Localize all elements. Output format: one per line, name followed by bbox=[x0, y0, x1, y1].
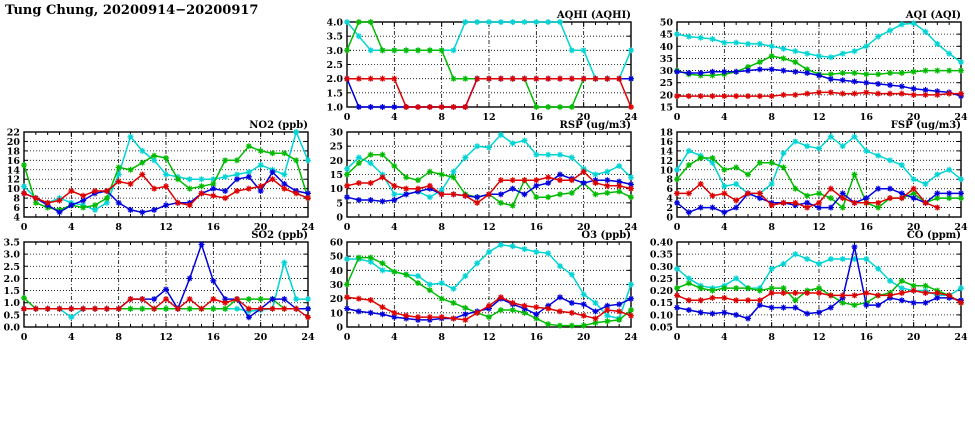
chart-fsp bbox=[660, 120, 968, 233]
svg-text:8: 8 bbox=[768, 332, 775, 343]
svg-text:14: 14 bbox=[6, 165, 20, 177]
svg-text:24: 24 bbox=[301, 222, 315, 233]
svg-text:8: 8 bbox=[438, 222, 445, 233]
svg-text:10: 10 bbox=[329, 308, 343, 320]
svg-text:12: 12 bbox=[482, 332, 496, 343]
svg-text:20: 20 bbox=[907, 222, 921, 233]
svg-text:4: 4 bbox=[13, 212, 20, 224]
svg-text:14: 14 bbox=[659, 146, 673, 158]
chart-title: CO (ppm) bbox=[906, 230, 961, 241]
svg-text:2.0: 2.0 bbox=[3, 273, 20, 285]
svg-text:2.0: 2.0 bbox=[326, 74, 343, 86]
svg-text:8: 8 bbox=[438, 332, 445, 343]
svg-text:0.0: 0.0 bbox=[3, 322, 20, 334]
svg-text:40: 40 bbox=[659, 41, 673, 53]
svg-text:30: 30 bbox=[329, 127, 343, 139]
svg-text:0.05: 0.05 bbox=[649, 322, 673, 334]
svg-text:8: 8 bbox=[13, 193, 20, 205]
svg-text:4: 4 bbox=[391, 222, 398, 233]
svg-text:20: 20 bbox=[254, 332, 268, 343]
svg-text:12: 12 bbox=[659, 155, 673, 167]
svg-text:4: 4 bbox=[721, 222, 728, 233]
svg-text:24: 24 bbox=[624, 332, 638, 343]
chart-no2 bbox=[7, 120, 315, 233]
svg-text:24: 24 bbox=[624, 222, 638, 233]
chart-co bbox=[650, 230, 968, 343]
svg-text:25: 25 bbox=[329, 141, 343, 153]
svg-text:2: 2 bbox=[666, 203, 673, 215]
chart-rsp bbox=[330, 120, 638, 233]
chart-title: FSP (ug/m3) bbox=[890, 120, 961, 131]
svg-text:16: 16 bbox=[529, 332, 543, 343]
svg-text:0: 0 bbox=[666, 212, 673, 224]
svg-text:0.15: 0.15 bbox=[649, 298, 673, 310]
svg-text:16: 16 bbox=[529, 112, 543, 123]
svg-text:30: 30 bbox=[659, 66, 673, 78]
svg-text:2.5: 2.5 bbox=[3, 261, 20, 273]
svg-text:60: 60 bbox=[329, 237, 343, 249]
svg-text:24: 24 bbox=[954, 332, 968, 343]
svg-text:16: 16 bbox=[206, 332, 220, 343]
chart-aqi bbox=[660, 10, 968, 123]
svg-text:12: 12 bbox=[159, 332, 173, 343]
svg-text:12: 12 bbox=[159, 222, 173, 233]
chart-o3 bbox=[330, 230, 638, 343]
svg-text:20: 20 bbox=[329, 294, 343, 306]
svg-text:0: 0 bbox=[336, 322, 343, 334]
svg-text:20: 20 bbox=[907, 332, 921, 343]
chart-title: O3 (ppb) bbox=[581, 230, 631, 241]
svg-text:3.0: 3.0 bbox=[3, 249, 20, 261]
svg-text:1.5: 1.5 bbox=[326, 88, 343, 100]
svg-text:4: 4 bbox=[68, 222, 75, 233]
svg-text:8: 8 bbox=[768, 112, 775, 123]
svg-text:4: 4 bbox=[721, 332, 728, 343]
chart-title: AQI (AQI) bbox=[905, 10, 961, 21]
page-title: Tung Chung, 20200914−20200917 bbox=[5, 3, 259, 18]
svg-text:10: 10 bbox=[659, 165, 673, 177]
svg-text:5: 5 bbox=[336, 198, 343, 210]
svg-text:15: 15 bbox=[659, 102, 673, 114]
svg-text:30: 30 bbox=[329, 280, 343, 291]
svg-text:12: 12 bbox=[6, 174, 20, 186]
svg-text:50: 50 bbox=[329, 251, 343, 263]
svg-text:4: 4 bbox=[721, 112, 728, 123]
svg-text:16: 16 bbox=[859, 112, 873, 123]
gridlines bbox=[347, 22, 631, 107]
svg-text:22: 22 bbox=[6, 127, 20, 139]
svg-text:0: 0 bbox=[336, 212, 343, 224]
svg-text:0.40: 0.40 bbox=[649, 237, 673, 249]
svg-text:0: 0 bbox=[20, 332, 28, 343]
svg-text:8: 8 bbox=[666, 174, 673, 186]
svg-text:20: 20 bbox=[577, 222, 591, 233]
svg-text:24: 24 bbox=[954, 222, 968, 233]
chart-title: SO2 (ppb) bbox=[251, 230, 308, 241]
svg-text:20: 20 bbox=[907, 112, 921, 123]
svg-text:1.0: 1.0 bbox=[3, 298, 20, 310]
svg-text:10: 10 bbox=[6, 184, 20, 196]
svg-text:24: 24 bbox=[624, 112, 638, 123]
svg-text:0.30: 0.30 bbox=[649, 261, 673, 273]
svg-text:50: 50 bbox=[659, 17, 673, 29]
chart-title: NO2 (ppb) bbox=[249, 120, 308, 131]
svg-text:0: 0 bbox=[673, 112, 681, 123]
svg-text:6: 6 bbox=[13, 203, 20, 215]
svg-text:20: 20 bbox=[659, 90, 673, 102]
svg-text:25: 25 bbox=[659, 78, 673, 90]
svg-text:3.0: 3.0 bbox=[326, 45, 343, 57]
svg-text:16: 16 bbox=[859, 222, 873, 233]
svg-text:0: 0 bbox=[343, 222, 351, 233]
svg-text:18: 18 bbox=[6, 146, 20, 158]
svg-text:6: 6 bbox=[666, 184, 673, 196]
svg-text:45: 45 bbox=[659, 29, 673, 41]
svg-text:24: 24 bbox=[301, 332, 315, 343]
svg-text:4: 4 bbox=[391, 112, 398, 123]
series-blue bbox=[674, 244, 964, 322]
svg-text:4: 4 bbox=[68, 332, 75, 343]
svg-text:0.35: 0.35 bbox=[649, 249, 673, 261]
svg-text:4.0: 4.0 bbox=[326, 17, 343, 29]
svg-text:16: 16 bbox=[659, 136, 673, 148]
svg-text:4: 4 bbox=[391, 332, 398, 343]
svg-text:1.5: 1.5 bbox=[3, 286, 20, 298]
svg-text:2.5: 2.5 bbox=[326, 60, 343, 71]
svg-text:0.25: 0.25 bbox=[649, 273, 673, 285]
svg-text:20: 20 bbox=[254, 222, 268, 233]
svg-text:3.5: 3.5 bbox=[3, 237, 20, 249]
svg-text:20: 20 bbox=[577, 112, 591, 123]
svg-text:20: 20 bbox=[329, 155, 343, 167]
svg-text:12: 12 bbox=[482, 112, 496, 123]
svg-text:12: 12 bbox=[812, 332, 826, 343]
svg-text:12: 12 bbox=[812, 112, 826, 123]
svg-text:3.5: 3.5 bbox=[326, 31, 343, 43]
svg-text:12: 12 bbox=[812, 222, 826, 233]
svg-text:8: 8 bbox=[438, 112, 445, 123]
series-markers bbox=[674, 244, 964, 322]
chart-so2 bbox=[3, 230, 315, 343]
svg-text:10: 10 bbox=[329, 184, 343, 196]
svg-text:20: 20 bbox=[6, 136, 20, 148]
chart-title: AQHI (AQHI) bbox=[556, 10, 631, 21]
svg-text:0: 0 bbox=[673, 222, 681, 233]
svg-text:24: 24 bbox=[954, 112, 968, 123]
svg-text:8: 8 bbox=[768, 222, 775, 233]
svg-text:1.0: 1.0 bbox=[326, 102, 343, 114]
chart-title: RSP (ug/m3) bbox=[559, 120, 631, 131]
svg-text:16: 16 bbox=[206, 222, 220, 233]
svg-text:0: 0 bbox=[673, 332, 681, 343]
svg-text:16: 16 bbox=[859, 332, 873, 343]
svg-text:0: 0 bbox=[343, 332, 351, 343]
svg-text:0: 0 bbox=[343, 112, 351, 123]
svg-text:40: 40 bbox=[329, 265, 343, 277]
svg-text:0.20: 0.20 bbox=[649, 286, 673, 298]
svg-text:35: 35 bbox=[659, 53, 673, 65]
svg-text:12: 12 bbox=[482, 222, 496, 233]
svg-text:18: 18 bbox=[659, 127, 673, 139]
svg-text:16: 16 bbox=[529, 222, 543, 233]
svg-text:15: 15 bbox=[329, 170, 343, 181]
svg-text:0: 0 bbox=[20, 222, 28, 233]
svg-text:16: 16 bbox=[6, 155, 20, 167]
svg-text:4: 4 bbox=[666, 193, 673, 205]
svg-text:20: 20 bbox=[577, 332, 591, 343]
svg-text:8: 8 bbox=[115, 222, 122, 233]
svg-text:0.10: 0.10 bbox=[649, 310, 673, 322]
chart-aqhi bbox=[326, 10, 638, 123]
svg-text:0.5: 0.5 bbox=[3, 310, 20, 322]
svg-text:8: 8 bbox=[115, 332, 122, 343]
